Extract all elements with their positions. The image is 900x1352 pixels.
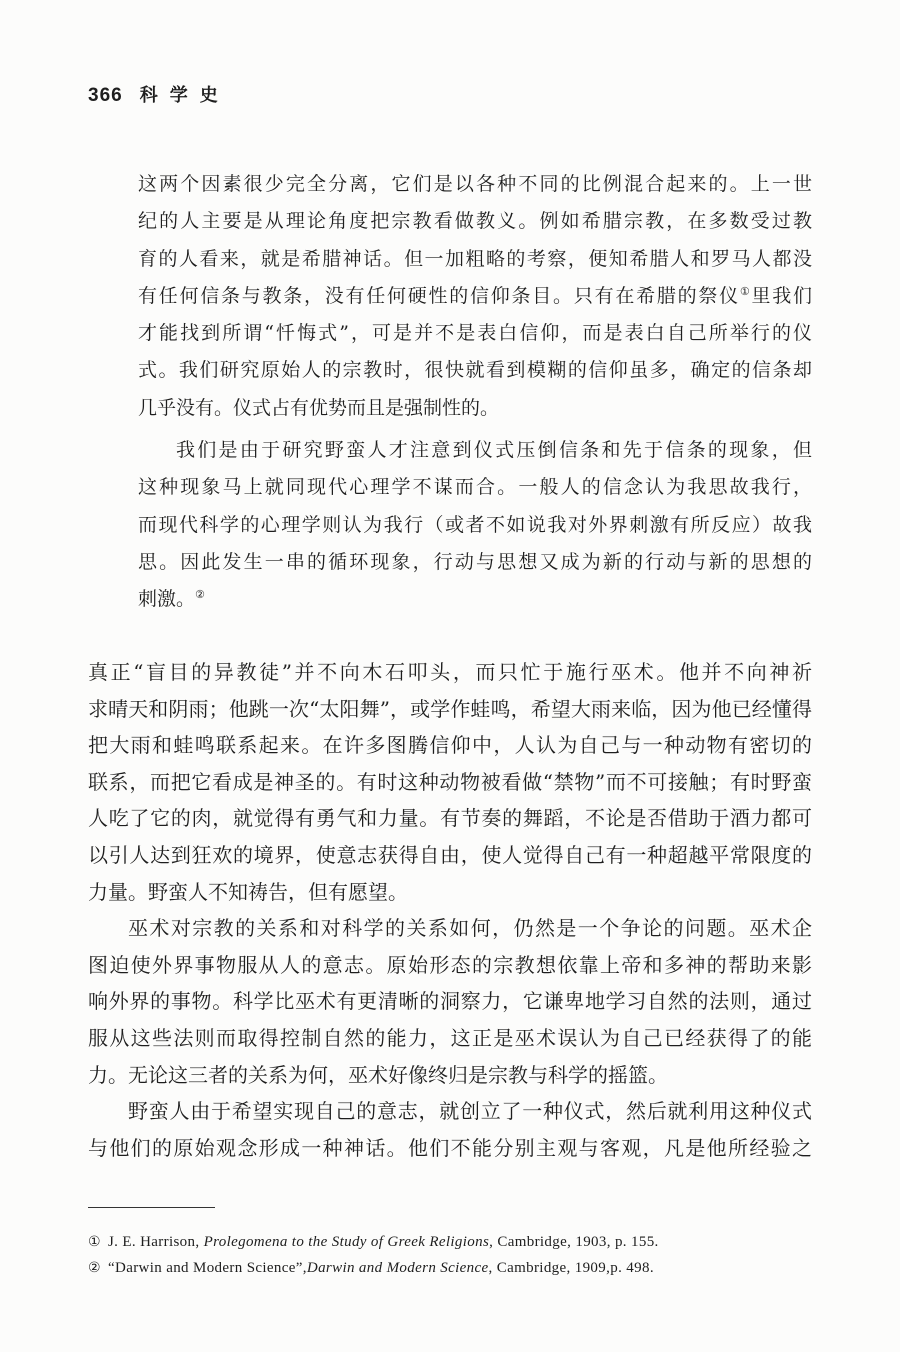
text-line: 与他们的原始观念形成一种神话。他们不能分别主观与客观，凡是他所经验之 (88, 1135, 812, 1160)
footnote-mark: ① (88, 1234, 101, 1250)
text-line: 联系，而把它看成是神圣的。有时这种动物被看做“禁物”而不可接触；有时野蛮 (88, 769, 812, 794)
footnotes (88, 1229, 812, 1281)
text-line: 而现代科学的心理学则认为我行（或者不如说我对外界刺激有所反应）故我 (138, 513, 812, 536)
footnote-title: Darwin and Modern Science (306, 1260, 489, 1276)
text-line: 把大雨和蛙鸣联系起来。在许多图腾信仰中，人认为自己与一种动物有密切的 (88, 733, 812, 758)
text-segment: 有任何信条与教条，没有任何硬性的信仰条目。只有在希腊的祭仪 (138, 284, 740, 307)
text-line: 响外界的事物。科学比巫术有更清晰的洞察力，它谦卑地学习自然的法则，通过 (88, 989, 812, 1014)
text-line: 思。因此发生一串的循环现象，行动与思想又成为新的行动与新的思想的 (138, 550, 812, 573)
text-segment: 里我们 (751, 284, 812, 307)
quote-paragraph (138, 166, 812, 427)
footnote-rule (88, 1207, 215, 1208)
footnote (88, 1255, 812, 1281)
text-line: 真正“盲目的异教徒”并不向木石叩头，而只忙于施行巫术。他并不向神祈 (88, 660, 812, 684)
text-line: 野蛮人由于希望实现自己的意志，就创立了一种仪式，然后就利用这种仪式 (128, 1099, 812, 1124)
running-title: 科 学 史 (139, 85, 222, 105)
text-line: 这种现象马上就同现代心理学不谋而合。一般人的信念认为我思故我行， (138, 476, 812, 499)
body-paragraph (88, 1093, 812, 1166)
footnote-lead: J. E. Harrison, (108, 1234, 204, 1250)
footnote (88, 1229, 812, 1255)
page-number: 366 (88, 85, 123, 106)
text-line: 几乎没有。仪式占有优势而且是强制性的。 (138, 396, 500, 419)
text-line (138, 278, 812, 315)
text-line: 力。无论这三者的关系为何，巫术好像终归是宗教与科学的摇篮。 (88, 1062, 668, 1087)
text-line: 这两个因素很少完全分离，它们是以各种不同的比例混合起来的。上一世 (138, 173, 812, 195)
footnote-rest: , Cambridge, 1903, p. 155. (489, 1234, 659, 1250)
text-line: 巫术对宗教的关系和对科学的关系如何，仍然是一个争论的问题。巫术企 (128, 916, 812, 941)
text-line: 求晴天和阴雨；他跳一次“太阳舞”，或学作蛙鸣，希望大雨来临，因为他已经懂得 (88, 696, 812, 721)
text-line: 人吃了它的肉，就觉得有勇气和力量。有节奏的舞蹈，不论是否借助于酒力都可 (88, 806, 812, 831)
text-line: 图迫使外界事物服从人的意志。原始形态的宗教想依靠上帝和多神的帮助来影 (88, 952, 812, 977)
text-line: 以引人达到狂欢的境界，使意志获得自由，使人觉得自己有一种超越平常限度的 (88, 842, 812, 867)
footnote-ref: ② (195, 588, 205, 602)
text-line: 力量。野蛮人不知祷告，但有愿望。 (88, 879, 408, 904)
text-line (138, 581, 812, 618)
footnote-ref: ① (739, 284, 752, 298)
text-line: 育的人看来，就是希腊神话。但一加粗略的考察，便知希腊人和罗马人都没 (138, 247, 812, 270)
text-line: 纪的人主要是从理论角度把宗教看做教义。例如希腊宗教，在多数受过教 (138, 210, 812, 233)
body-paragraph (88, 910, 812, 1093)
body-paragraph (88, 654, 812, 910)
footnote-mark: ② (88, 1260, 101, 1276)
text-line: 我们是由于研究野蛮人才注意到仪式压倒信条和先于信条的现象，但 (176, 439, 812, 462)
footnote-rest: , Cambridge, 1909,p. 498. (488, 1260, 654, 1276)
text-line: 服从这些法则而取得控制自然的能力，这正是巫术误认为自己已经获得了的能 (88, 1025, 812, 1050)
quote-paragraph (138, 432, 812, 618)
block-quote (138, 166, 812, 619)
body-text (88, 654, 812, 1166)
footnote-title: Prolegomena to the Study of Greek Religions (203, 1234, 490, 1250)
page-header (88, 83, 221, 107)
text-segment: 刺激。 (138, 588, 196, 611)
text-line: 才能找到所谓“忏悔式”，可是并不是表白信仰，而是表白自己所举行的仪 (138, 322, 812, 345)
text-line: 式。我们研究原始人的宗教时，很快就看到模糊的信仰虽多，确定的信条却 (138, 359, 812, 382)
footnote-lead: “Darwin and Modern Science”, (108, 1260, 307, 1276)
